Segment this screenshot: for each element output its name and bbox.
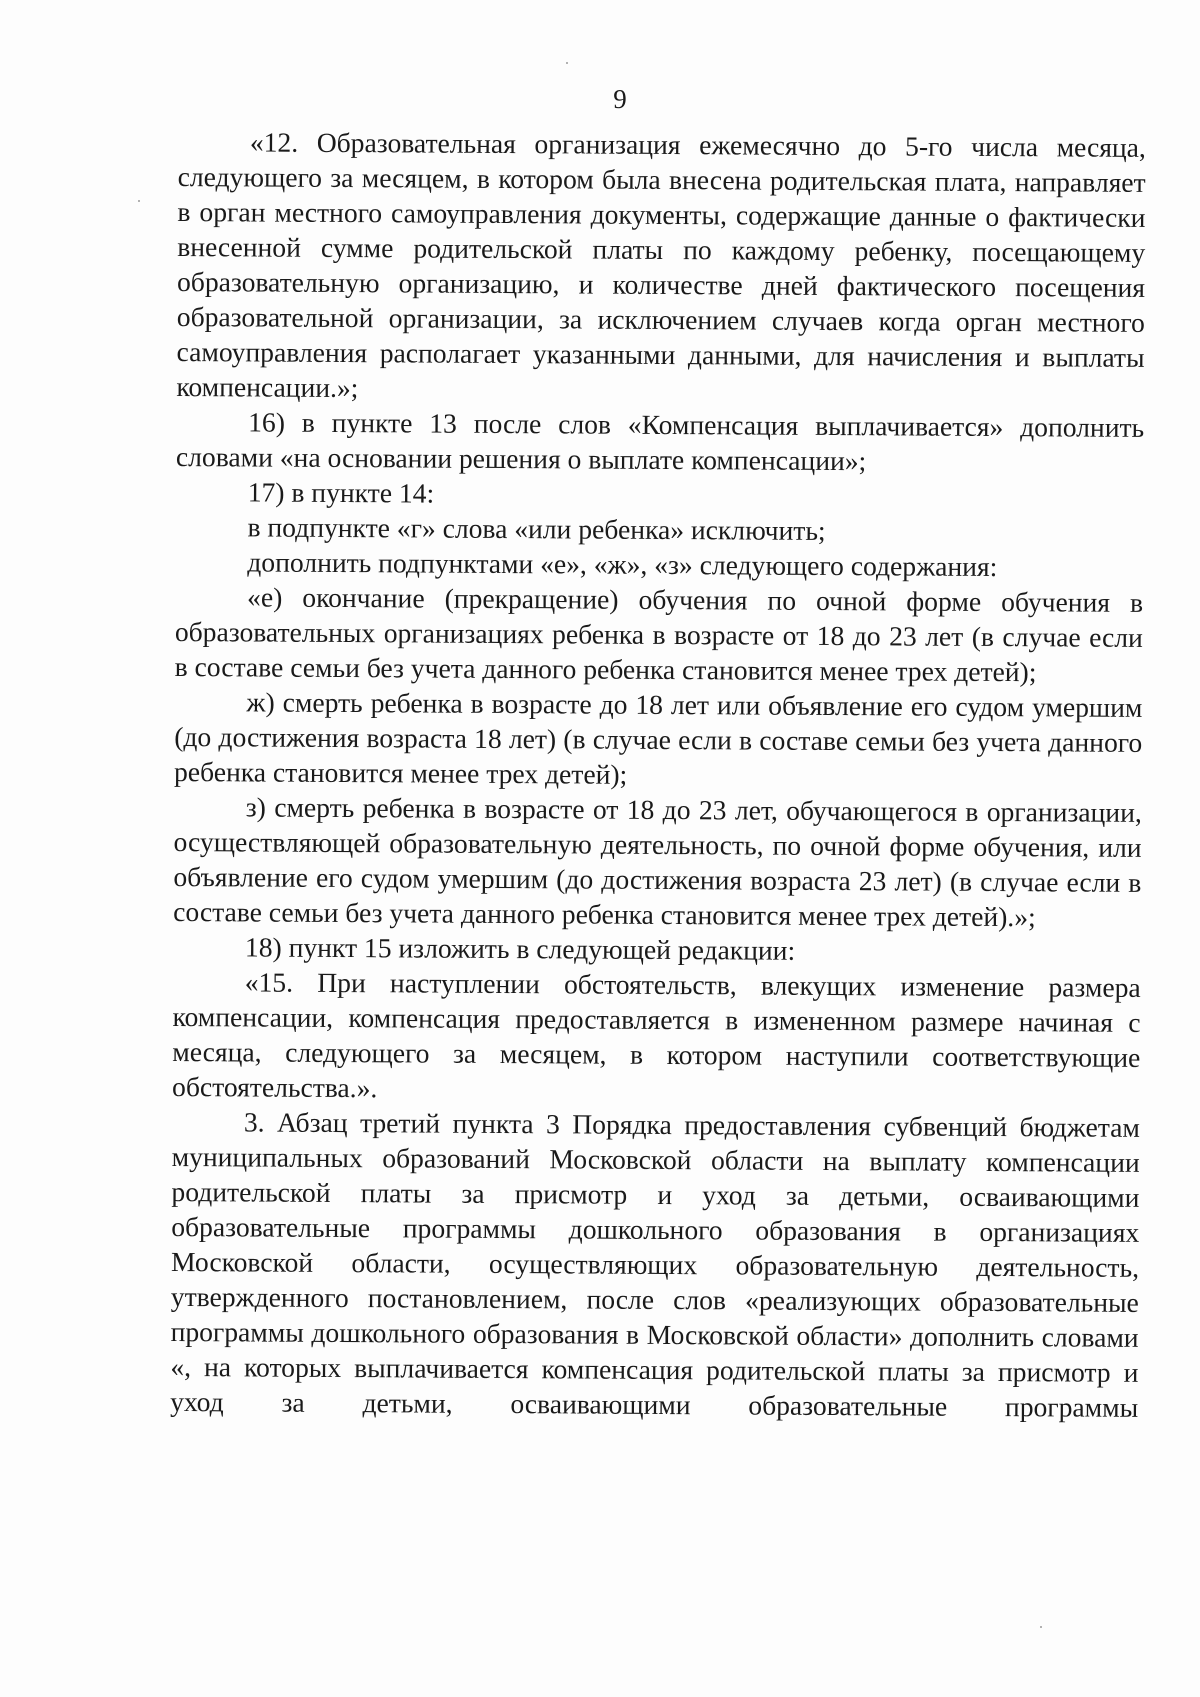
scan-speck [1040,1626,1042,1628]
paragraph-3: 3. Абзац третий пункта 3 Порядка предоставления субвенций бюджетам муниципальных образований Московской области на выплату компенсации родительской платы за присмотр и уход за детьми, осваивающими образовательные программы дошкольного образования в организациях Московской области, осуществляющих образовательную деятельность, утвержденного постановлением, после слов «реализующих образовательные программы дошкольного образования в Московской области» дополнить словами «, на которых выплачивается компенсация родительской платы за присмотр и уход за детьми, осваивающими образовательные программы [170,1106,1140,1423]
paragraph-17-g: в подпункте «г» слова «или ребенка» исключить; [247,511,826,546]
document-body [170,124,1146,1425]
paragraph-15-new: «15. При наступлении обстоятельств, влекущих изменение размера компенсации, компенсация предоставляется в измененном размере начиная с месяца, следующего за месяцем, в котором наступили соответствующие обстоятельства.». [172,966,1141,1104]
paragraph-12: «12. Образовательная организация ежемесячно до 5-го числа месяца, следующего за месяцем, в котором была внесена родительская плата, направляет в орган местного самоуправления документы, содержащие данные о фактически внесенной сумме родительской платы по каждому ребенку, посещающему образовательную организацию, и количестве дней фактического посещения образовательной организации, за исключением случаев когда орган местного самоуправления располагает указанными данными, для начисления и выплаты компенсации.»; [176,126,1146,404]
paragraph-16: 16) в пункте 13 после слов «Компенсация выплачивается» дополнить словами «на основании решения о выплате компенсации»; [175,406,1145,477]
scan-speck [138,200,140,202]
paragraph-17: 17) в пункте 14: [247,476,435,509]
paragraph-17-z: з) смерть ребенка в возрасте от 18 до 23 лет, обучающегося в организации, осуществляющей образовательную деятельность, по очной форме обучения, или объявление его судом умершим (до достижения возраста 23 лет) (в случае если в составе семьи без учета данного ребенка становится менее трех детей).»; [173,791,1142,933]
paragraph-17-e: «е) окончание (прекращение) обучения по очной форме обучения в образовательных организациях ребенка в возрасте от 18 до 23 лет (в случае если в составе семьи без учета данного ребенка становится менее трех детей); [174,581,1144,688]
paragraph-17-zh: ж) смерть ребенка в возрасте до 18 лет или объявление его судом умершим (до достижения возраста 18 лет) (в случае если в составе семьи без учета данного ребенка становится менее трех детей); [173,686,1143,790]
page-number: 9 [613,84,627,114]
paragraph-18: 18) пункт 15 изложить в следующей редакции: [244,931,796,966]
paragraph-17-add: дополнить подпунктами «е», «ж», «з» следующего содержания: [247,546,998,583]
scan-speck [566,62,568,64]
